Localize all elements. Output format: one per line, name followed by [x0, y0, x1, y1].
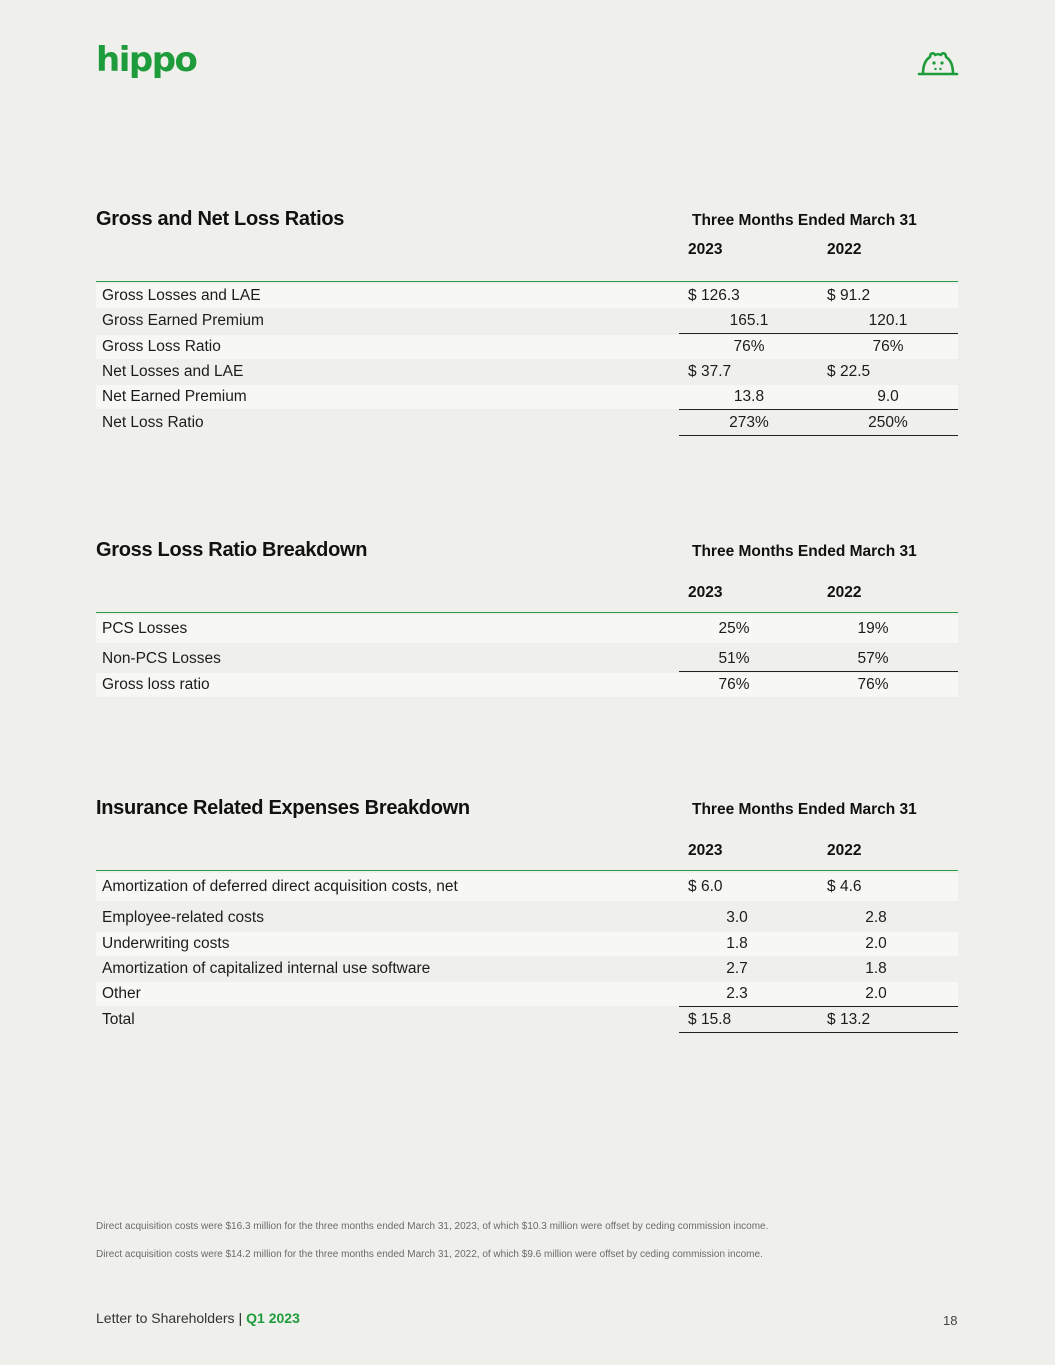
row-label: Total	[102, 1011, 135, 1028]
value-2023: 126.3	[701, 287, 740, 304]
period-header: Three Months Ended March 31	[692, 212, 917, 229]
value-2022: 19%	[857, 620, 889, 637]
dollar-sign: $	[688, 363, 697, 380]
dollar-sign: $	[688, 287, 697, 304]
value-2022: 57%	[857, 650, 889, 667]
row-label: PCS Losses	[102, 620, 188, 637]
table-row	[96, 411, 958, 435]
row-label: Amortization of deferred direct acquisition costs, net	[102, 878, 458, 895]
period-header: Three Months Ended March 31	[692, 543, 917, 560]
table-row	[96, 615, 958, 643]
dollar-sign: $	[688, 878, 697, 895]
value-2023: 76%	[733, 338, 765, 355]
table-row	[96, 360, 958, 384]
value-2022: 13.2	[840, 1011, 871, 1028]
value-2023: 25%	[718, 620, 750, 637]
value-2023: 3.0	[726, 909, 748, 926]
dollar-sign: $	[827, 363, 836, 380]
footnote-2023: Direct acquisition costs were $16.3 million for the three months ended March 31, 2023, of which $10.3 million were offset by ceding commission income.	[96, 1221, 769, 1232]
value-2023: 51%	[718, 650, 750, 667]
value-2023: 6.0	[701, 878, 723, 895]
value-2022: 4.6	[840, 878, 862, 895]
footer	[96, 1310, 300, 1326]
value-2022: 91.2	[840, 287, 871, 304]
dollar-sign: $	[827, 1011, 836, 1028]
row-label: Net Loss Ratio	[102, 414, 204, 431]
table-row	[96, 932, 958, 956]
year-2023-header: 2023	[688, 842, 723, 859]
table-row	[96, 647, 958, 671]
year-2023-header: 2023	[688, 584, 723, 601]
table-row	[96, 673, 958, 697]
table-row	[96, 309, 958, 333]
section-title: Insurance Related Expenses Breakdown	[96, 797, 470, 819]
section-title: Gross and Net Loss Ratios	[96, 208, 345, 230]
insurance-expenses-breakdown-table	[96, 797, 958, 1037]
value-2022: 76%	[872, 338, 904, 355]
footer-separator: |	[238, 1310, 243, 1326]
dollar-sign: $	[827, 287, 836, 304]
row-label: Net Losses and LAE	[102, 363, 244, 380]
header-rule	[96, 281, 958, 282]
row-label: Employee-related costs	[102, 909, 264, 926]
table-row	[96, 906, 958, 930]
table-row	[96, 385, 958, 409]
year-2022-header: 2022	[827, 842, 862, 859]
value-2023: 1.8	[726, 935, 748, 952]
value-2022: 250%	[868, 414, 908, 431]
table-row	[96, 873, 958, 901]
year-2022-header: 2022	[827, 584, 862, 601]
table-row	[96, 335, 958, 359]
footer-doc-title: Letter to Shareholders	[96, 1310, 235, 1326]
year-2022-header: 2022	[827, 241, 862, 258]
value-2023: 2.7	[726, 960, 748, 977]
row-label: Amortization of capitalized internal use software	[102, 960, 431, 977]
value-2022: 22.5	[840, 363, 871, 380]
gross-net-loss-ratios-table	[96, 208, 958, 436]
dollar-sign: $	[827, 878, 836, 895]
value-2023: 37.7	[701, 363, 732, 380]
value-2022: 76%	[857, 676, 889, 693]
row-label: Gross Loss Ratio	[102, 338, 221, 355]
section-title: Gross Loss Ratio Breakdown	[96, 539, 368, 561]
row-label: Non-PCS Losses	[102, 650, 221, 667]
dollar-sign: $	[688, 1011, 697, 1028]
value-2022: 2.8	[865, 909, 887, 926]
value-2023: 13.8	[733, 388, 765, 405]
period-header: Three Months Ended March 31	[692, 801, 917, 818]
row-label: Gross Earned Premium	[102, 312, 264, 329]
row-label: Gross Losses and LAE	[102, 287, 261, 304]
row-label: Net Earned Premium	[102, 388, 247, 405]
footer-quarter: Q1 2023	[246, 1310, 300, 1326]
value-2023: 165.1	[729, 312, 769, 329]
gross-loss-ratio-breakdown-table	[96, 539, 958, 701]
row-label: Other	[102, 985, 141, 1002]
value-2022: 9.0	[877, 388, 899, 405]
value-2022: 120.1	[868, 312, 908, 329]
hippo-logo: hippo	[96, 40, 197, 80]
value-2023: 76%	[718, 676, 750, 693]
page-number: 18	[943, 1313, 958, 1328]
table-row	[96, 1008, 958, 1032]
table-row	[96, 982, 958, 1006]
value-2023: 273%	[729, 414, 769, 431]
hippo-mascot-icon	[916, 48, 960, 76]
header-rule	[96, 870, 958, 871]
year-2023-header: 2023	[688, 241, 723, 258]
value-2022: 2.0	[865, 985, 887, 1002]
value-2022: 1.8	[865, 960, 887, 977]
header-rule	[96, 612, 958, 613]
table-row	[96, 957, 958, 981]
table-row	[96, 284, 958, 308]
row-label: Underwriting costs	[102, 935, 230, 952]
row-label: Gross loss ratio	[102, 676, 210, 693]
footnote-2022: Direct acquisition costs were $14.2 million for the three months ended March 31, 2022, of which $9.6 million were offset by ceding commission income.	[96, 1249, 763, 1260]
value-2023: 15.8	[701, 1011, 732, 1028]
value-2023: 2.3	[726, 985, 748, 1002]
value-2022: 2.0	[865, 935, 887, 952]
